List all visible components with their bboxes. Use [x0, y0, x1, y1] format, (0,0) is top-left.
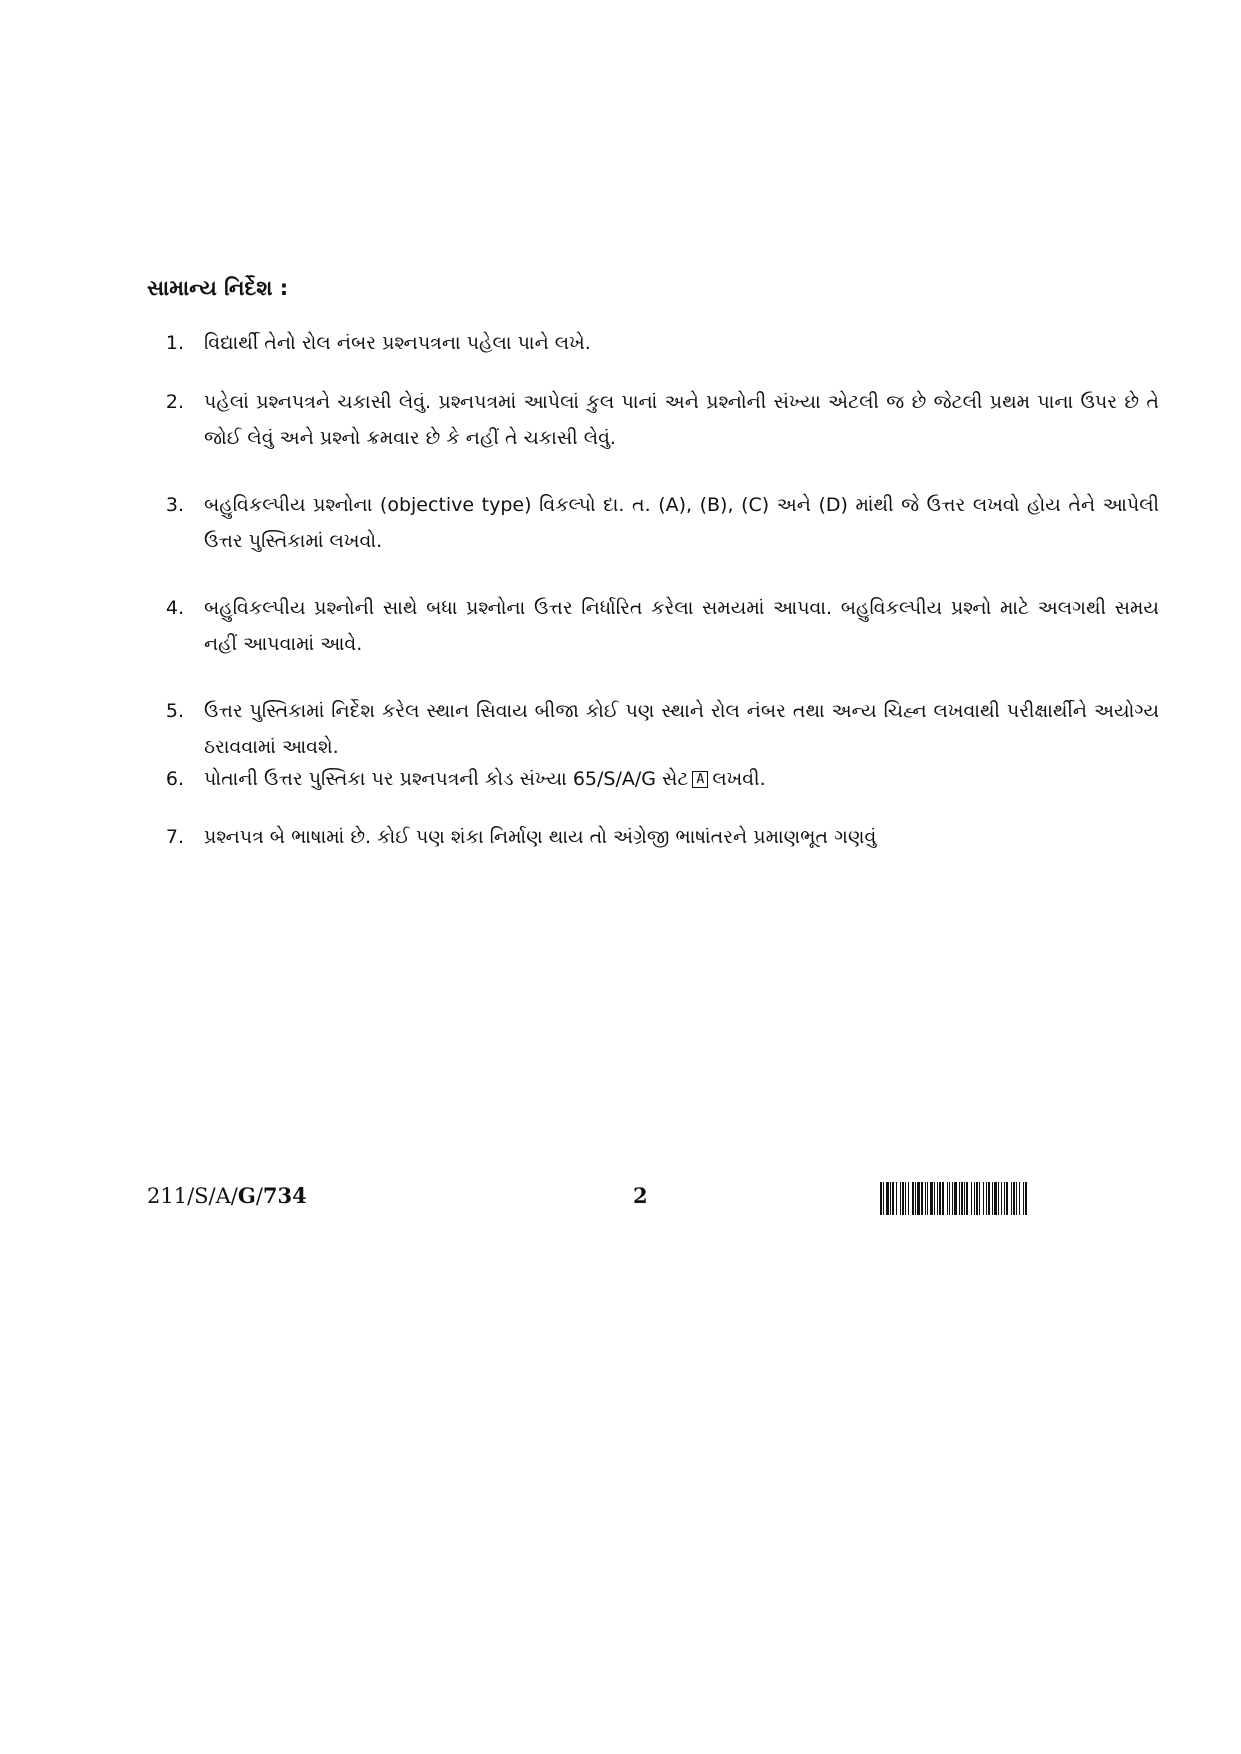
barcode-bar	[1023, 1182, 1024, 1215]
barcode-bar	[974, 1182, 975, 1215]
barcode-bar	[966, 1182, 968, 1215]
barcode-bar	[959, 1182, 960, 1215]
barcode-bar	[1004, 1182, 1005, 1215]
barcode-bar	[1001, 1182, 1002, 1215]
barcode-bar	[1013, 1182, 1015, 1215]
instruction-number: 6.	[165, 768, 184, 790]
barcode-bar	[1019, 1182, 1020, 1215]
barcode-bar	[896, 1182, 897, 1215]
barcode-bar	[900, 1182, 901, 1215]
barcode-bar	[947, 1182, 948, 1215]
barcode-bar	[952, 1182, 953, 1215]
barcode-bar	[1016, 1182, 1017, 1215]
barcode-icon	[880, 1182, 1147, 1215]
instruction-number: 7.	[165, 826, 184, 848]
barcode-bar	[1006, 1182, 1008, 1215]
barcode-bar	[892, 1182, 894, 1215]
instruction-number: 1.	[165, 332, 184, 354]
paper-code-number: 734	[262, 1183, 307, 1208]
instruction-text	[204, 761, 1159, 797]
barcode-bar	[925, 1182, 926, 1215]
instruction-number: 4.	[165, 597, 184, 619]
barcode-bar	[971, 1182, 972, 1215]
barcode-bar	[976, 1182, 978, 1215]
barcode-bar	[883, 1182, 884, 1215]
page-number: 2	[633, 1183, 648, 1208]
barcode-bar	[1025, 1182, 1027, 1215]
paper-code-separator: /	[255, 1184, 263, 1208]
barcode-bar	[921, 1182, 923, 1215]
instruction-text-before: પોતાની ઉત્તર પુસ્તિકા પર પ્રશ્નપત્રની કોડ સંખ્યા 65/S/A/G સેટ	[204, 768, 689, 790]
barcode-bar	[961, 1182, 963, 1215]
barcode-bar	[905, 1182, 906, 1215]
general-instructions-heading: સામાન્ય નિર્દેશ :	[147, 276, 289, 300]
instruction-number: 2.	[165, 391, 184, 413]
barcode-bar	[964, 1182, 965, 1215]
instruction-text: પ્રશ્નપત્ર બે ભાષામાં છે. કોઈ પણ શંકા નિર્માણ થાય તો અંગ્રેજી ભાષાંતરને પ્રમાણભૂત ગણવું	[204, 826, 877, 848]
paper-code-prefix: 211/S/A/	[147, 1184, 238, 1208]
barcode-bar	[930, 1182, 933, 1215]
instruction-text: પહેલાં પ્રશ્નપત્રને ચકાસી લેવું. પ્રશ્નપત્રમાં આપેલાં કુલ પાનાં અને પ્રશ્નોની સંખ્યા એટલી જ છે જેટલી પ્રથમ પાના ઉપર છે તે જોઈ લેવું અને પ્રશ્નો ક્રમવાર છે કે નહીં તે ચકાસી લેવું.	[204, 391, 1159, 449]
barcode-bar	[934, 1182, 935, 1215]
barcode-bar	[915, 1182, 916, 1215]
instruction-text: બહુવિકલ્પીય પ્રશ્નોની સાથે બધા પ્રશ્નોના ઉત્તર નિર્ધારિત કરેલા સમયમાં આપવા. બહુવિકલ્પીય પ્રશ્નો માટે અલગથી સમય નહીં આપવામાં આવે.	[204, 597, 1159, 655]
barcode-bar	[890, 1182, 891, 1215]
barcode-bar	[979, 1182, 980, 1215]
barcode-bar	[988, 1182, 990, 1215]
barcode-bar	[983, 1182, 984, 1215]
barcode-bar	[949, 1182, 950, 1215]
barcode-bar	[927, 1182, 928, 1215]
barcode-bar	[886, 1182, 889, 1215]
barcode-bar	[1011, 1182, 1012, 1215]
instruction-number: 5.	[165, 700, 184, 722]
barcode-bar	[902, 1182, 904, 1215]
barcode-bar	[992, 1182, 993, 1215]
barcode-bar	[994, 1182, 997, 1215]
instruction-text: ઉત્તર પુસ્તિકામાં નિર્દેશ કરેલ સ્થાન સિવાય બીજા કોઈ પણ સ્થાને રોલ નંબર તથા અન્ય ચિહ્ન લખવાથી પરીક્ષાર્થીને અયોગ્ય ઠરાવવામાં આવશે.	[204, 700, 1159, 758]
barcode-bar	[917, 1182, 920, 1215]
paper-code-letter: G	[237, 1183, 256, 1208]
barcode-bar	[954, 1182, 957, 1215]
instruction-text: બહુવિકલ્પીય પ્રશ્નોના (objective type) વિકલ્પો દા. ત. (A), (B), (C) અને (D) માંથી જે ઉત્તર લખવો હોય તેને આપેલી ઉત્તર પુસ્તિકામાં લખવો.	[204, 494, 1159, 552]
barcode-bar	[986, 1182, 987, 1215]
barcode-bar	[880, 1182, 882, 1215]
barcode-bar	[937, 1182, 938, 1215]
instruction-number: 3.	[165, 494, 184, 516]
instruction-text: વિદ્યાર્થી તેનો રોલ નંબર પ્રશ્નપત્રના પહેલા પાને લખે.	[204, 332, 591, 354]
barcode-bar	[998, 1182, 999, 1215]
barcode-bar	[912, 1182, 914, 1215]
paper-code	[147, 1183, 307, 1208]
instruction-text-after: લખવી.	[712, 768, 766, 790]
barcode-bar	[908, 1182, 909, 1215]
set-letter-box: A	[692, 771, 708, 788]
barcode-bar	[942, 1182, 944, 1215]
barcode-bar	[939, 1182, 941, 1215]
